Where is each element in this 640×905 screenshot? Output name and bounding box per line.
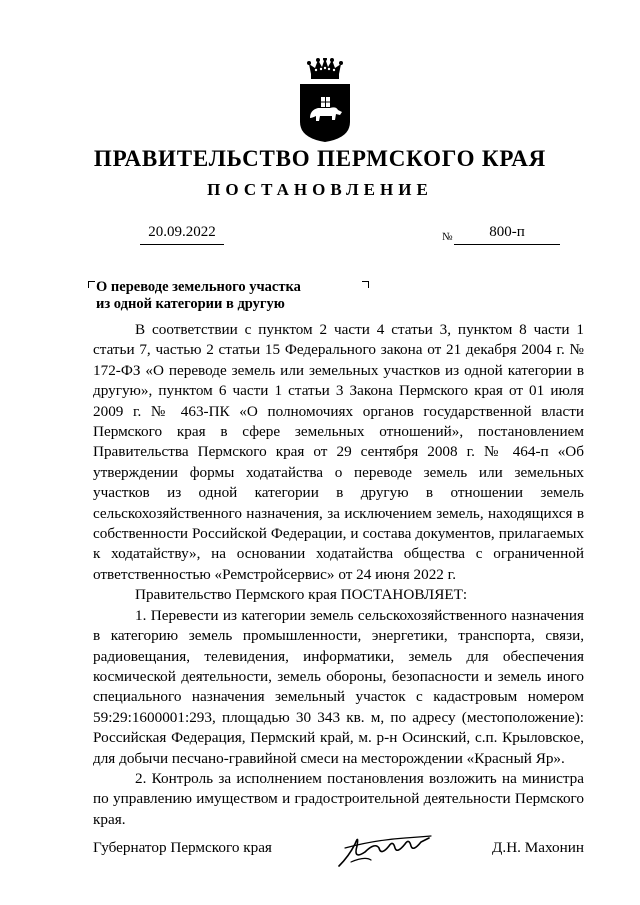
document-subject [96,279,356,313]
subject-bracket-left [88,281,95,288]
subject-bracket-right [362,281,369,288]
body-paragraph-preamble: В соответствии с пунктом 2 части 4 статьи 3, пунктом 8 части 1 статьи 7, частью 2 статьи 15 Федерального закона от 21 декабря 2004 г. № 172-ФЗ «О переводе земель или земельных участков из одной категории в другую», пунктом 6 части 1 статьи 3 Закона Пермского края от 01 июля 2009 г. № 463-ПК «О полномочиях органов государственной власти Пермского края в сфере земельных отношений», постановлением Правительства Пермского края от 29 сентября 2008 г. № 464-п «Об утверждении формы ходатайства о переводе земель или земельных участков из одной категории в другую в отношении земель сельскохозяйственного назначения, за исключением земель, находящихся в собственности Российской Федерации, и состава документов, прилагаемых к ходатайству», на основании ходатайства общества с ограниченной ответственностью «Ремстройсервис» от 24 июня 2022 г. [93,321,584,583]
government-title: ПРАВИТЕЛЬСТВО ПЕРМСКОГО КРАЯ [93,146,547,171]
number-label: № [442,231,453,243]
signatory-position: Губернатор Пермского края [93,839,272,856]
signatory-name: Д.Н. Махонин [492,839,584,856]
document-body [93,320,584,830]
body-paragraph-item-1: 1. Перевести из категории земель сельскохозяйственного назначения в категорию земель промышленности, энергетики, транспорта, связи, радиовещания, телевидения, информатики, земель для обеспечения космической деятельности, земель обороны, безопасности и земель иного специального назначения земельный участок с кадастровым номером 59:29:1600001:293, площадью 30 343 кв. м, по адресу (местоположение): Российская Федерация, Пермский край, м. р-н Осинский, с.п. Крыловское, для добычи песчано-гравийной смеси на месторождении «Красный Яр». [93,606,584,767]
subject-line-1: О переводе земельного участка [96,279,301,295]
body-paragraph-resolves: Правительство Пермского края ПОСТАНОВЛЯЕТ: [135,586,468,604]
body-paragraph-item-2: 2. Контроль за исполнением постановления возложить на министра по управлению имуществом и градостроительной деятельности Пермского края. [93,769,584,828]
coat-of-arms-emblem [298,58,352,142]
document-number: 800-п [454,224,560,245]
document-date: 20.09.2022 [140,224,224,245]
document-type-title: ПОСТАНОВЛЕНИЕ [207,180,433,199]
handwritten-signature-icon [335,826,433,870]
subject-line-2: из одной категории в другую [96,296,285,312]
